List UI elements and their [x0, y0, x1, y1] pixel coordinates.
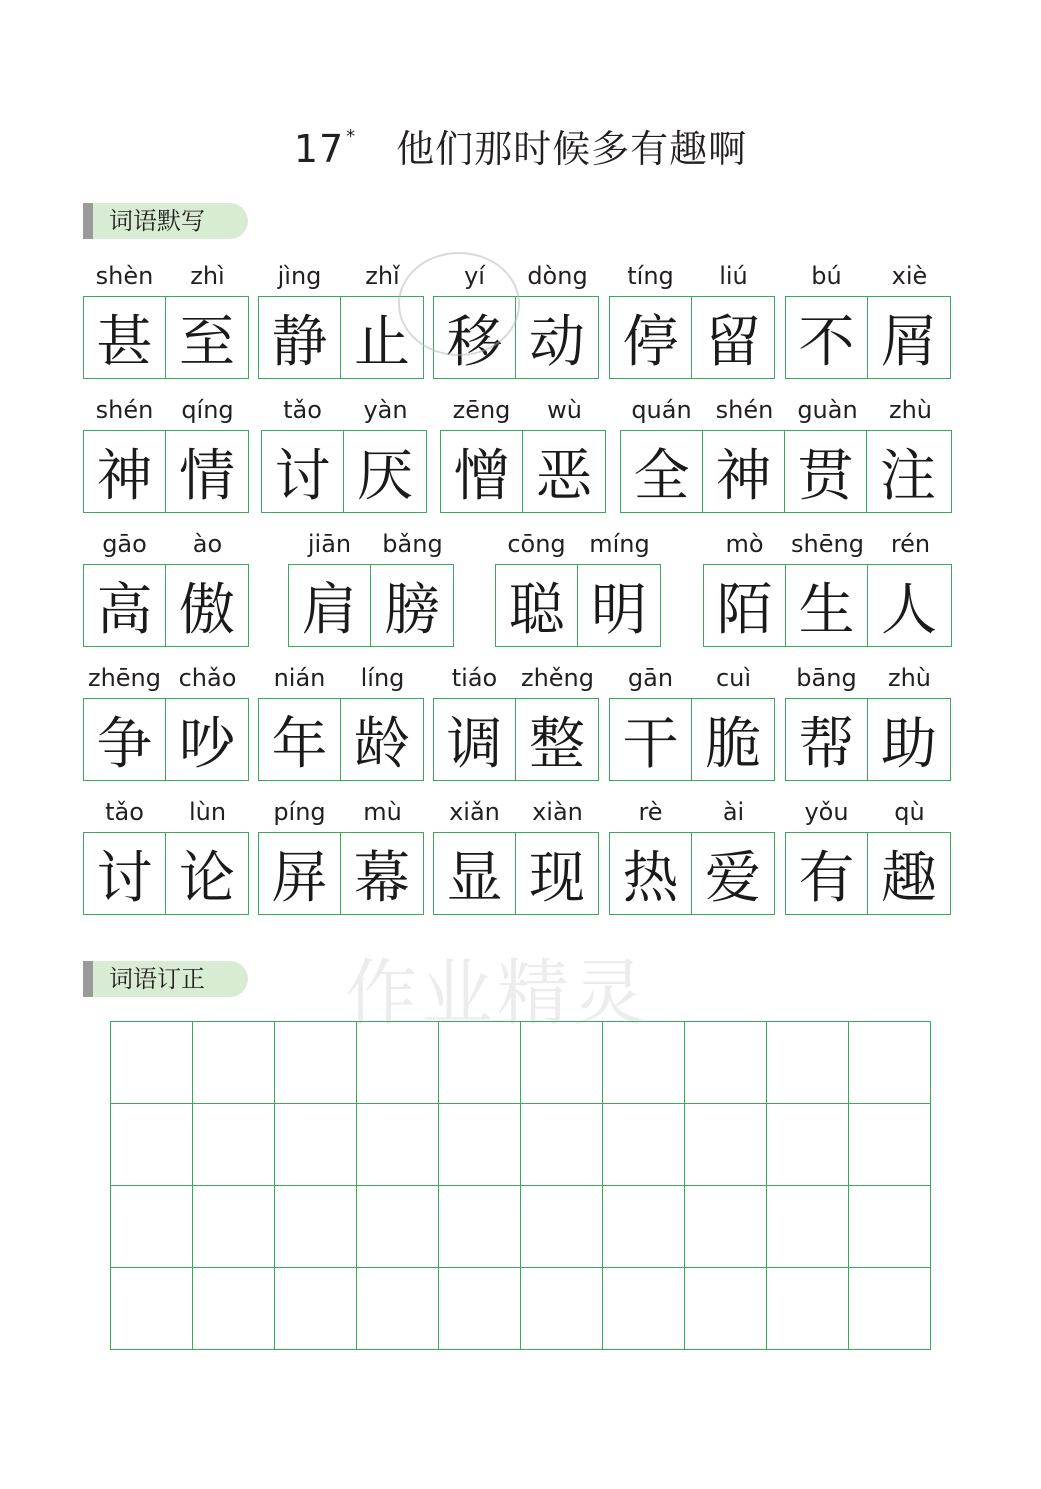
- grid-cell[interactable]: [767, 1104, 849, 1186]
- character-cell: 屏: [259, 833, 341, 914]
- pinyin: yí: [464, 262, 485, 290]
- character-cell: 助: [881, 711, 937, 777]
- pinyin-row: [83, 658, 249, 698]
- word-group: [261, 390, 427, 513]
- character-cell: 移: [434, 297, 516, 378]
- character-boxes: [433, 698, 599, 781]
- character-cell: 争: [84, 699, 166, 780]
- character-boxes: [703, 564, 952, 647]
- character-boxes: [433, 832, 599, 915]
- pinyin: rén: [890, 530, 931, 558]
- character-boxes: [609, 698, 775, 781]
- pinyin-row: [609, 658, 775, 698]
- grid-cell[interactable]: [193, 1104, 275, 1186]
- grid-cell[interactable]: [603, 1022, 685, 1104]
- grid-cell[interactable]: [439, 1022, 521, 1104]
- grid-cell[interactable]: [275, 1022, 357, 1104]
- pinyin: píng: [273, 798, 326, 826]
- pinyin-row: [433, 658, 599, 698]
- section-label-dictation: 词语默写: [83, 203, 248, 239]
- grid-cell[interactable]: [521, 1186, 603, 1268]
- character-cell: 高: [84, 565, 166, 646]
- character-cell: 甚: [84, 297, 166, 378]
- pinyin: xiǎn: [449, 798, 500, 826]
- grid-row: [111, 1268, 931, 1350]
- pinyin: bǎng: [382, 530, 443, 558]
- pinyin-row: [495, 524, 661, 564]
- word-group: [83, 390, 249, 513]
- pinyin: míng: [589, 530, 650, 558]
- character-cell: 聪: [496, 565, 578, 646]
- pinyin-row: [609, 256, 775, 296]
- grid-cell[interactable]: [685, 1268, 767, 1350]
- grid-cell[interactable]: [439, 1104, 521, 1186]
- character-boxes: [258, 698, 424, 781]
- character-cell: 全: [621, 431, 703, 512]
- pinyin: chǎo: [178, 664, 237, 692]
- pinyin: quán: [631, 396, 692, 424]
- pinyin-row: [83, 256, 249, 296]
- pinyin: jìng: [277, 262, 322, 290]
- character-boxes: [609, 296, 775, 379]
- word-group: [609, 792, 775, 915]
- pinyin: yǒu: [804, 798, 849, 826]
- word-group: [609, 658, 775, 781]
- word-group: [258, 792, 424, 915]
- character-boxes: [785, 296, 951, 379]
- character-cell: 讨: [262, 431, 344, 512]
- character-cell: 神: [703, 431, 785, 512]
- character-boxes: [440, 430, 606, 513]
- pinyin: guàn: [797, 396, 858, 424]
- pinyin: zhì: [190, 262, 225, 290]
- character-cell: 论: [179, 845, 235, 911]
- character-cell: 神: [84, 431, 166, 512]
- character-cell: 热: [610, 833, 692, 914]
- pinyin-row: [258, 658, 424, 698]
- character-cell: 止: [354, 309, 410, 375]
- grid-cell[interactable]: [767, 1022, 849, 1104]
- pinyin: rè: [638, 798, 663, 826]
- character-boxes: [620, 430, 952, 513]
- pinyin: ào: [192, 530, 223, 558]
- character-cell: 趣: [881, 845, 937, 911]
- pinyin-row: [785, 792, 951, 832]
- grid-cell[interactable]: [603, 1104, 685, 1186]
- grid-cell[interactable]: [849, 1022, 931, 1104]
- character-cell: 整: [529, 711, 585, 777]
- grid-cell[interactable]: [111, 1268, 193, 1350]
- grid-cell[interactable]: [521, 1022, 603, 1104]
- pinyin: nián: [273, 664, 326, 692]
- word-group: [609, 256, 775, 379]
- character-cell: 陌: [704, 565, 786, 646]
- pinyin-row: [83, 792, 249, 832]
- pinyin: jiān: [307, 530, 352, 558]
- grid-cell[interactable]: [603, 1268, 685, 1350]
- word-group: [440, 390, 606, 513]
- correction-grid: [110, 1021, 931, 1350]
- pinyin: qíng: [181, 396, 234, 424]
- character-cell: 傲: [179, 577, 235, 643]
- pinyin: shēng: [791, 530, 864, 558]
- character-boxes: [83, 296, 249, 379]
- character-cell: 注: [880, 443, 936, 509]
- character-cell: 留: [705, 309, 761, 375]
- pinyin: shèn: [95, 262, 154, 290]
- grid-cell[interactable]: [439, 1268, 521, 1350]
- character-cell: 至: [179, 309, 235, 375]
- pinyin: cuì: [715, 664, 752, 692]
- pinyin: wù: [547, 396, 582, 424]
- character-cell: 生: [786, 565, 868, 646]
- character-cell: 屑: [881, 309, 937, 375]
- grid-cell[interactable]: [849, 1186, 931, 1268]
- lesson-mark: *: [346, 126, 357, 147]
- word-group: [83, 658, 249, 781]
- pinyin: bú: [811, 262, 842, 290]
- pinyin: zhěng: [520, 664, 595, 692]
- character-cell: 现: [529, 845, 585, 911]
- character-boxes: [785, 832, 951, 915]
- watermark: 作业精灵: [345, 951, 650, 1035]
- grid-cell[interactable]: [275, 1186, 357, 1268]
- grid-cell[interactable]: [521, 1268, 603, 1350]
- character-cell: 恶: [536, 443, 592, 509]
- character-boxes: [288, 564, 454, 647]
- character-cell: 吵: [179, 711, 235, 777]
- grid-row: [111, 1022, 931, 1104]
- character-cell: 动: [529, 309, 585, 375]
- character-boxes: [785, 698, 951, 781]
- pinyin: tǎo: [283, 396, 322, 424]
- pinyin-row: [440, 390, 606, 430]
- character-cell: 憎: [441, 431, 523, 512]
- grid-cell[interactable]: [111, 1022, 193, 1104]
- character-cell: 年: [259, 699, 341, 780]
- pinyin-row: [261, 390, 427, 430]
- pinyin: cōng: [507, 530, 566, 558]
- word-group: [785, 658, 951, 781]
- character-cell: 停: [610, 297, 692, 378]
- pinyin: zhēng: [87, 664, 162, 692]
- pinyin: gāo: [102, 530, 147, 558]
- pinyin: zēng: [452, 396, 511, 424]
- grid-row: [111, 1104, 931, 1186]
- grid-cell[interactable]: [521, 1104, 603, 1186]
- character-cell: 脆: [705, 711, 761, 777]
- grid-cell[interactable]: [685, 1022, 767, 1104]
- grid-cell[interactable]: [685, 1104, 767, 1186]
- pinyin: mù: [363, 798, 402, 826]
- pinyin: ài: [722, 798, 745, 826]
- pinyin: xiàn: [532, 798, 583, 826]
- character-cell: 调: [434, 699, 516, 780]
- page-title: [0, 118, 1041, 173]
- word-group: [83, 524, 249, 647]
- word-group: [620, 390, 952, 513]
- character-boxes: [258, 832, 424, 915]
- grid-cell[interactable]: [849, 1104, 931, 1186]
- character-cell: 讨: [84, 833, 166, 914]
- character-boxes: [495, 564, 661, 647]
- character-boxes: [261, 430, 427, 513]
- character-cell: 贯: [785, 431, 867, 512]
- pinyin: tiáo: [451, 664, 498, 692]
- pinyin: tǎo: [105, 798, 144, 826]
- grid-cell[interactable]: [357, 1104, 439, 1186]
- pinyin-row: [83, 524, 249, 564]
- character-cell: 肩: [289, 565, 371, 646]
- word-group: [83, 256, 249, 379]
- grid-cell[interactable]: [767, 1268, 849, 1350]
- character-cell: 幕: [354, 845, 410, 911]
- word-group: [83, 792, 249, 915]
- pinyin: líng: [360, 664, 405, 692]
- lesson-title: 他们那时候多有趣啊: [396, 127, 748, 171]
- pinyin-row: [785, 658, 951, 698]
- grid-cell[interactable]: [193, 1186, 275, 1268]
- grid-cell[interactable]: [193, 1022, 275, 1104]
- word-group: [703, 524, 952, 647]
- word-group: [785, 792, 951, 915]
- pinyin: zhǐ: [365, 262, 400, 290]
- character-boxes: [83, 698, 249, 781]
- pinyin: shén: [715, 396, 774, 424]
- character-cell: 厌: [357, 443, 413, 509]
- character-cell: 静: [259, 297, 341, 378]
- pinyin: lùn: [188, 798, 227, 826]
- character-cell: 帮: [786, 699, 868, 780]
- grid-cell[interactable]: [439, 1186, 521, 1268]
- grid-cell[interactable]: [193, 1268, 275, 1350]
- grid-cell[interactable]: [357, 1186, 439, 1268]
- pinyin-row: [703, 524, 952, 564]
- pinyin-row: [785, 256, 951, 296]
- word-group: [433, 792, 599, 915]
- character-cell: 人: [881, 577, 937, 643]
- pinyin-row: [620, 390, 952, 430]
- pinyin: yàn: [363, 396, 408, 424]
- pinyin-row: [258, 792, 424, 832]
- grid-cell[interactable]: [275, 1268, 357, 1350]
- character-boxes: [83, 564, 249, 647]
- word-group: [785, 256, 951, 379]
- pinyin: mò: [725, 530, 764, 558]
- pinyin: gān: [627, 664, 674, 692]
- character-boxes: [83, 430, 249, 513]
- watermark-stamp: [398, 252, 520, 356]
- pinyin: liú: [719, 262, 748, 290]
- character-cell: 龄: [354, 711, 410, 777]
- character-cell: 显: [434, 833, 516, 914]
- character-cell: 膀: [384, 577, 440, 643]
- grid-cell[interactable]: [603, 1186, 685, 1268]
- word-group: [258, 658, 424, 781]
- grid-cell[interactable]: [767, 1186, 849, 1268]
- grid-cell[interactable]: [357, 1268, 439, 1350]
- pinyin: qù: [894, 798, 925, 826]
- character-cell: 爱: [705, 845, 761, 911]
- character-cell: 不: [786, 297, 868, 378]
- character-cell: 明: [591, 577, 647, 643]
- character-cell: 情: [179, 443, 235, 509]
- pinyin: zhù: [887, 664, 932, 692]
- word-group: [288, 524, 454, 647]
- grid-row: [111, 1186, 931, 1268]
- grid-cell[interactable]: [111, 1186, 193, 1268]
- character-cell: 有: [786, 833, 868, 914]
- grid-cell[interactable]: [849, 1268, 931, 1350]
- pinyin-row: [609, 792, 775, 832]
- word-group: [433, 658, 599, 781]
- lesson-number: 17 *: [293, 126, 357, 171]
- pinyin: tíng: [627, 262, 674, 290]
- pinyin: xiè: [891, 262, 928, 290]
- pinyin: shén: [95, 396, 154, 424]
- word-group: [495, 524, 661, 647]
- pinyin: dòng: [527, 262, 588, 290]
- pinyin: zhù: [888, 396, 933, 424]
- grid-cell[interactable]: [685, 1186, 767, 1268]
- section-label-correction: 词语订正: [83, 961, 248, 997]
- grid-cell[interactable]: [357, 1022, 439, 1104]
- pinyin-row: [288, 524, 454, 564]
- pinyin-row: [83, 390, 249, 430]
- pinyin: bāng: [796, 664, 857, 692]
- character-boxes: [83, 832, 249, 915]
- grid-cell[interactable]: [111, 1104, 193, 1186]
- character-boxes: [609, 832, 775, 915]
- pinyin-row: [433, 792, 599, 832]
- grid-cell[interactable]: [275, 1104, 357, 1186]
- character-cell: 干: [610, 699, 692, 780]
